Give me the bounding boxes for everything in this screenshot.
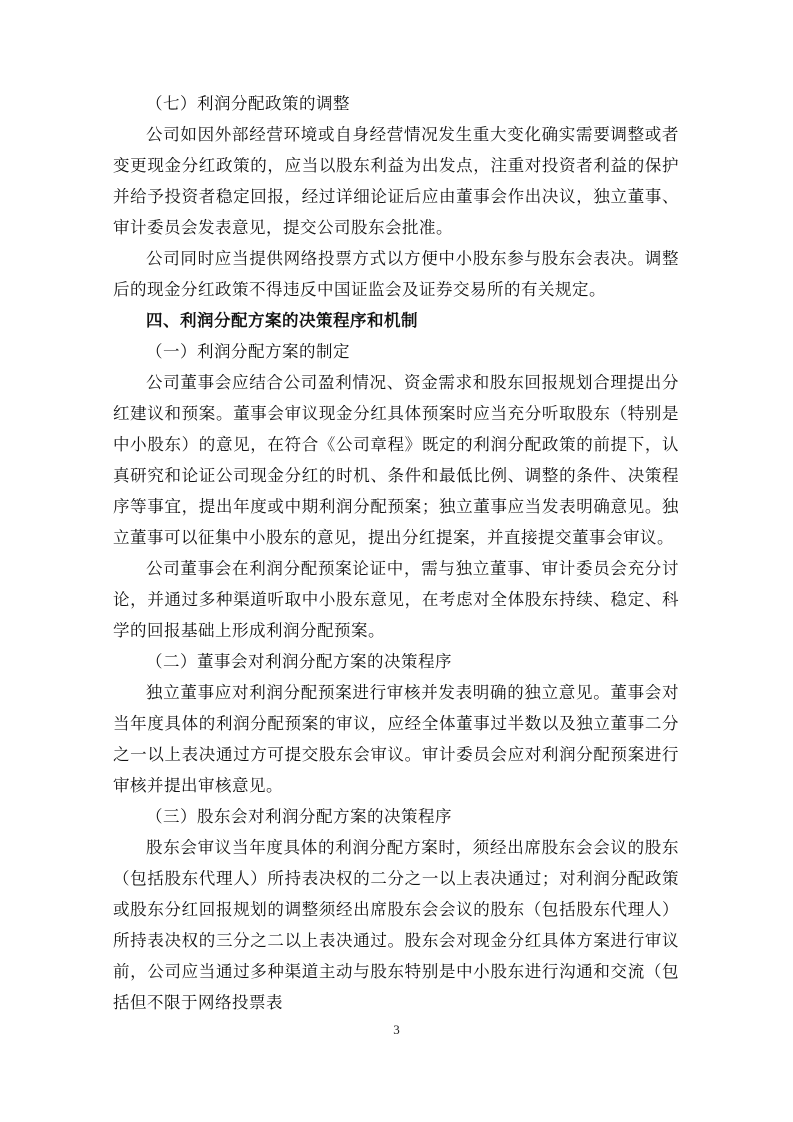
paragraph-shareholders-meeting-procedure: 股东会审议当年度具体的利润分配方案时，须经出席股东会会议的股东（包括股东代理人）所持表决权的二分之一以上表决通过；对利润分配政策或股东分红回报规划的调整须经出席股东会会议的股东（包括股东代理人）所持表决权的三分之二以上表决通过。股东会对现金分红具体方案进行审议前，公司应当通过多种渠道主动与股东特别是中小股东进行沟通和交流（包括但不限于网络投票表: [113, 838, 679, 1012]
paragraph-plan-formulation-2: 公司董事会在利润分配预案论证中，需与独立董事、审计委员会充分讨论，并通过多种渠道听取中小股东意见，在考虑对全体股东持续、稳定、科学的回报基础上形成利润分配预案。: [113, 559, 679, 640]
subsection-heading-4-1: （一）利润分配方案的制定: [146, 342, 350, 361]
paragraph-policy-adjustment-2: 公司同时应当提供网络投票方式以方便中小股东参与股东会表决。调整后的现金分红政策不得违反中国证监会及证券交易所的有关规定。: [113, 249, 679, 299]
subsection-heading-4-3: （三）股东会对利润分配方案的决策程序: [146, 807, 452, 826]
chapter-heading-4: 四、利润分配方案的决策程序和机制: [146, 311, 418, 330]
paragraph-plan-formulation-1: 公司董事会应结合公司盈利情况、资金需求和股东回报规划合理提出分红建议和预案。董事会审议现金分红具体预案时应当充分听取股东（特别是中小股东）的意见，在符合《公司章程》既定的利润分配政策的前提下，认真研究和论证公司现金分红的时机、条件和最低比例、调整的条件、决策程序等事宜，提出年度或中期利润分配预案；独立董事应当发表明确意见。独立董事可以征集中小股东的意见，提出分红提案，并直接提交董事会审议。: [113, 373, 679, 547]
subsection-heading-7: （七）利润分配政策的调整: [146, 94, 350, 113]
paragraph-board-decision-procedure: 独立董事应对利润分配预案进行审核并发表明确的独立意见。董事会对当年度具体的利润分配预案的审议，应经全体董事过半数以及独立董事二分之一以上表决通过方可提交股东会审议。审计委员会应对利润分配预案进行审核并提出审核意见。: [113, 683, 679, 795]
document-body: [113, 88, 679, 1018]
paragraph-policy-adjustment-1: 公司如因外部经营环境或自身经营情况发生重大变化确实需要调整或者变更现金分红政策的，应当以股东利益为出发点，注重对投资者利益的保护并给予投资者稳定回报，经过详细论证后应由董事会作出决议，独立董事、审计委员会发表意见，提交公司股东会批准。: [113, 125, 679, 237]
page-number: 3: [393, 1022, 400, 1037]
subsection-heading-4-2: （二）董事会对利润分配方案的决策程序: [146, 652, 452, 671]
